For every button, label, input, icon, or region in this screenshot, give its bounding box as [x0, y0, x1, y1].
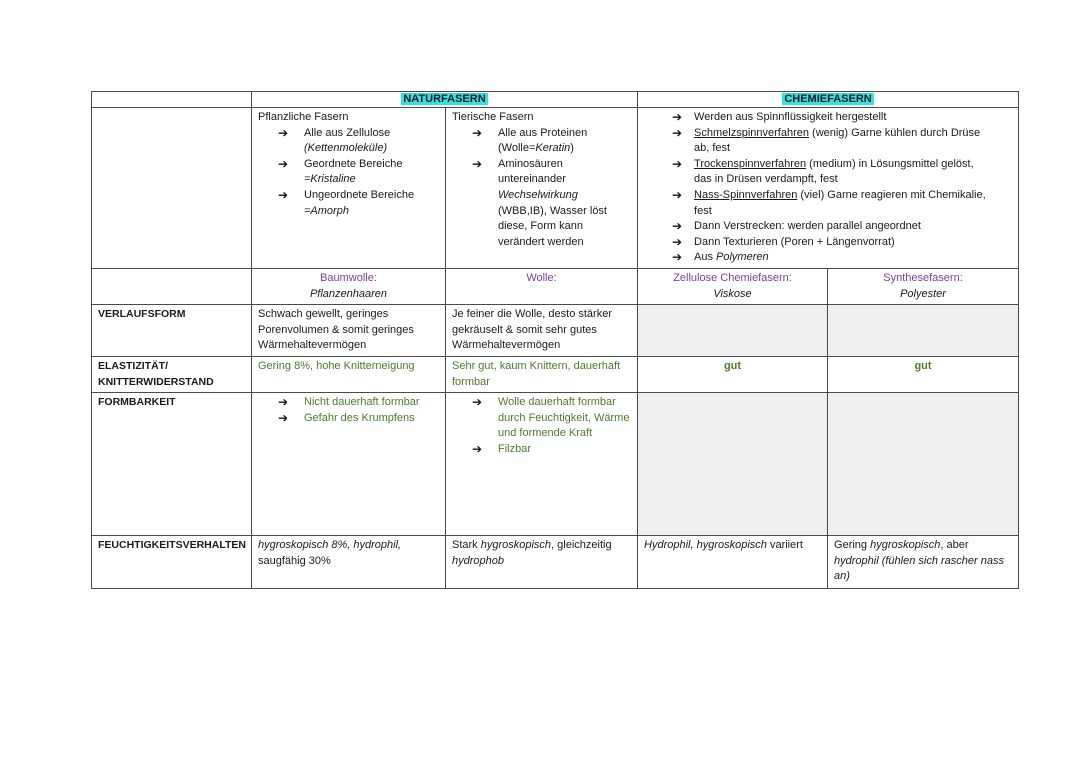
zellulose-label: Zellulose Chemiefasern: [673, 271, 792, 284]
chemiefasern-header [638, 92, 1019, 108]
formbarkeit-wolle-list [452, 395, 631, 457]
zellulose-sublabel: Viskose [713, 287, 752, 300]
synthese-subheader [828, 268, 1019, 304]
list-item-text: (Kettenmoleküle) [304, 142, 388, 155]
list-item-text [304, 204, 439, 220]
list-item [672, 219, 1012, 235]
list-item-text: (WBB,IB), Wasser löst [498, 204, 607, 217]
list-item-text: Dann Texturieren (Poren + Längenvorrat) [694, 235, 895, 248]
list-item-text: ➔ Geordnete Bereiche [304, 157, 403, 170]
verlaufsform-wolle: Je feiner die Wolle, desto stärker gekräuselt & somit sehr gutes Wärmehaltevermögen [446, 305, 638, 357]
text-segment: (wenig) Garne kühlen durch Drüse [808, 126, 981, 139]
naturfasern-header [252, 92, 638, 108]
text-segment: hygroskopisch [480, 539, 552, 552]
list-item-text: fest [694, 204, 712, 217]
formbarkeit-baumwolle [252, 393, 446, 536]
baumwolle-sublabel: Pflanzenhaaren [309, 287, 388, 300]
verlaufsform-row [92, 305, 1019, 357]
list-item [672, 235, 1012, 251]
subheader-row [92, 268, 1019, 304]
feuchtigkeit-wolle [446, 536, 638, 589]
list-item-text: Dann Verstrecken: werden parallel angeordnet [694, 220, 921, 233]
formbarkeit-row [92, 393, 1019, 536]
list-item-text: ➔ Ungeordnete Bereiche [304, 188, 415, 201]
elastizitaet-synthese: gut [828, 356, 1019, 392]
list-item [672, 110, 1012, 126]
feuchtigkeit-wolle-line [452, 538, 631, 554]
wolle-label: Wolle: [526, 271, 557, 284]
list-item-text: ➔ Alle aus Zellulose [304, 126, 391, 139]
knitterwiderstand-label-line: KNITTERWIDERSTAND [98, 375, 214, 388]
text-segment: Aus [694, 251, 717, 264]
elastizitaet-baumwolle: Gering 8%, hohe Knitterneigung [252, 356, 446, 392]
list-item [672, 126, 1012, 157]
feuchtigkeit-label: FEUCHTIGKEITSVERHALTEN [92, 536, 252, 589]
elastizitaet-wolle: Sehr gut, kaum Knittern, dauerhaft formbar [446, 356, 638, 392]
tierische-fasern-list [452, 126, 631, 251]
synthese-sublabel: Polyester [900, 287, 946, 300]
polymeren-text: Polymeren [716, 251, 769, 264]
chemiefasern-list [644, 110, 1012, 266]
feuchtigkeit-baumwolle-line: hygroskopisch 8%, hydrophil, [258, 539, 402, 552]
list-item: ➔ Filzbar [472, 442, 631, 458]
text-segment: , aber [940, 539, 969, 552]
list-item-text: ab, fest [694, 142, 731, 155]
list-item-text [694, 126, 1012, 142]
feuchtigkeit-zellulose [638, 536, 828, 589]
list-item [672, 250, 1012, 266]
subheader-empty-cell [92, 268, 252, 304]
list-item-text [498, 141, 631, 157]
trockenspinnverfahren-text: Trockenspinnverfahren [694, 157, 807, 170]
feuchtigkeit-synthese-line: hydrophil (fühlen sich rascher nass an) [834, 554, 1004, 583]
feuchtigkeit-baumwolle-line: saugfähig 30% [258, 554, 331, 567]
text-segment: ) [570, 142, 574, 155]
elastizitaet-zellulose: gut [638, 356, 828, 392]
pflanzliche-fasern-title: Pflanzliche Fasern [258, 111, 349, 123]
list-item-text: untereinander [498, 173, 566, 186]
pflanzliche-fasern-list [258, 126, 439, 220]
chemiefasern-intro-cell [638, 108, 1019, 269]
feuchtigkeit-synthese [828, 536, 1019, 589]
list-item: ➔ Gefahr des Krumpfens [278, 411, 439, 427]
elastizitaet-row [92, 356, 1019, 392]
verlaufsform-zellulose [638, 305, 828, 357]
zellulose-subheader [638, 268, 828, 304]
tierische-fasern-title: Tierische Fasern [452, 111, 534, 123]
text-segment: (Wolle= [498, 142, 536, 155]
formbarkeit-synthese [828, 393, 1019, 536]
text-segment: Gering [834, 539, 871, 552]
intro-row [92, 108, 1019, 269]
intro-empty-cell [92, 108, 252, 269]
feuchtigkeit-wolle-line: hydrophob [452, 554, 504, 567]
kristaline-text: =Kristaline [304, 173, 356, 186]
feuchtigkeit-synthese-line [834, 538, 1012, 554]
list-item [472, 157, 631, 251]
list-item [672, 188, 1012, 219]
elastizitaet-label [92, 356, 252, 392]
formbarkeit-zellulose [638, 393, 828, 536]
list-item-text: verändert werden [498, 235, 584, 248]
nass-spinnverfahren-text: Nass-Spinnverfahren [694, 188, 798, 201]
keratin-text: Keratin [535, 142, 571, 155]
schmelzspinnverfahren-text: Schmelzspinnverfahren [694, 126, 809, 139]
list-item-text: ➔ Alle aus Proteinen [498, 126, 588, 139]
list-item [472, 126, 631, 157]
verlaufsform-baumwolle: Schwach gewellt, geringes Porenvolumen & somit geringes Wärmehaltevermögen [252, 305, 446, 357]
list-item [278, 157, 439, 188]
baumwolle-label: Baumwolle: [320, 271, 377, 284]
baumwolle-subheader [252, 268, 446, 304]
wolle-subheader [446, 268, 638, 304]
list-item [278, 126, 439, 157]
list-item-text [304, 172, 439, 188]
formbarkeit-label: FORMBARKEIT [92, 393, 252, 536]
list-item-text: Wechselwirkung [498, 188, 578, 201]
header-row [92, 92, 1019, 108]
verlaufsform-label: VERLAUFSFORM [92, 305, 252, 357]
text-segment: (viel) Garne reagieren mit Chemikalie, [797, 188, 986, 201]
text-segment: Stark [452, 539, 481, 552]
list-item: ➔ Nicht dauerhaft formbar [278, 395, 439, 411]
feuchtigkeit-row [92, 536, 1019, 589]
list-item-text [694, 188, 1012, 204]
naturfasern-title: NATURFASERN [403, 93, 486, 105]
elastizitaet-label-line: ELASTIZITÄT/ [98, 359, 168, 372]
text-segment: (medium) in Lösungsmittel gelöst, [806, 157, 974, 170]
list-item [278, 188, 439, 219]
text-segment: Hydrophil, hygroskopisch [644, 539, 767, 552]
formbarkeit-baumwolle-list [258, 395, 439, 426]
verlaufsform-synthese [828, 305, 1019, 357]
feuchtigkeit-baumwolle [252, 536, 446, 589]
header-empty-cell [92, 92, 252, 108]
list-item-text [694, 157, 1012, 173]
list-item-text: diese, Form kann [498, 220, 583, 233]
text-segment: variiert [766, 539, 803, 552]
text-segment: hygroskopisch [870, 539, 941, 552]
fiber-comparison-table [91, 91, 1019, 589]
synthese-label: Synthesefasern: [883, 271, 963, 284]
chemiefasern-title: CHEMIEFASERN [784, 93, 872, 105]
tierische-fasern-cell [446, 108, 638, 269]
list-item-text: ➔ Aminosäuren [498, 157, 563, 170]
list-item-text: Werden aus Spinnflüssigkeit hergestellt [694, 111, 887, 123]
amorph-text: =Amorph [304, 204, 349, 217]
formbarkeit-wolle [446, 393, 638, 536]
list-item: ➔ Wolle dauerhaft formbar durch Feuchtigkeit, Wärme und formende Kraft [472, 395, 631, 442]
pflanzliche-fasern-cell [252, 108, 446, 269]
list-item-text: das in Drüsen verdampft, fest [694, 173, 838, 186]
list-item [672, 157, 1012, 188]
text-segment: , gleichzeitig [551, 539, 612, 552]
